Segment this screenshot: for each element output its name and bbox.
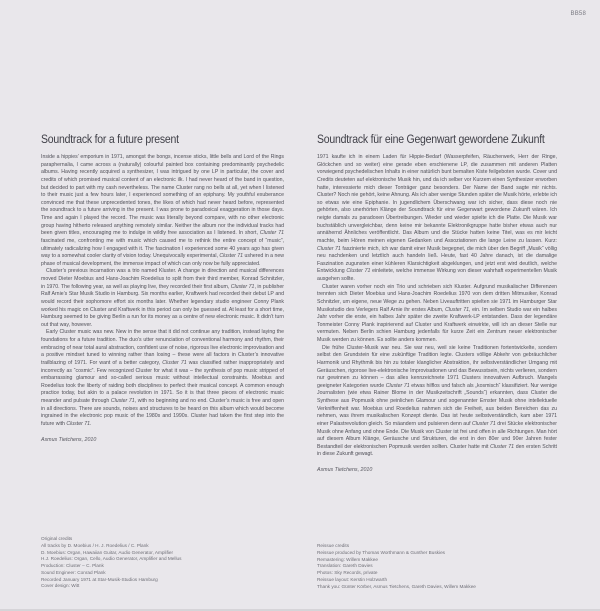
german-author: Asmus Tietchens, 2010 bbox=[317, 467, 373, 473]
credit-line: H.J. Roedelius: Organ, Cello, Audio Generator, Amplifier and Mellus bbox=[41, 556, 182, 562]
text-segment: fascinated me, confronting me with music which caused me to rethink the entire concept of “music”, ultimately radicalizing how I engaged with it. The fascination I experienced some 40 years ago has given way to a somewhat cooler clarity of vision today. Unequivocally experimental, bbox=[41, 237, 284, 260]
english-paragraph bbox=[41, 154, 284, 268]
album-title-italic: Cluster 71 bbox=[230, 283, 255, 290]
text-segment: Cluster’s previous incarnation was a trio named Kluster. A change in direction and musical differences moved Dieter Moebius and Hans-Joachim Roedelius to split from their third member, Konrad Schnitzler, in 1970. The following year, as well as playing live, they recorded their first album, bbox=[41, 268, 284, 290]
text-segment: Cluster waren vorher noch ein Trio und schrieben sich Kluster. Aufgrund musikalischer Differenzen trennten sich Dieter Moebius und Hans-Joachim Roedelius 1970 von dem dritten Mitmusiker, Konrad Schnitzler, um eigene, neue Wege zu gehen. Neben Liveauftritten spielten sie 1971 im Hamburger Star Musikstudio des Verlegers Ralf Arnie ihr erstes Album, bbox=[317, 283, 557, 313]
credit-line: Thank you: Günter Körber, Asmus Tietchens, Gareth Davies, Willem Makkee bbox=[317, 583, 476, 589]
text-segment: 1971 kaufte ich in einem Laden für Hippie-Bedarf (Wasserpfeifen, Räucherwerk, Herr der Ringe, Glöckchen und so weiter) eine gerade eben erschienene LP, die zusammen mit anderen Platten vorwiegend psychedelischen Inhalts in einer natürlich bunt bemalten Kiste feilgeboten wurde. Cover und Credits deuteten auf elektronische Musik hin, und da ich selber vor Kurzem einen Synthesizer erworben hatte, interessierte mich dieser Tonträger ganz besonders. Der Name der Band sagte mir nichts. Cluster? Noch nie gehört, keine Ahnung. Als ich aber wenige Stunden später die Musik hörte, erlebte ich so etwas wie eine Epiphanie. In jugendlichem Überschwang war ich sicher, dass diese noch nie gehörten, also unerhörten Klänge der Soundtrack für eine Gegenwart gewordene Zukunft wären. Ich neigte damals zu paradoxen Übertreibungen. Wieder und wieder spielte ich die Platte. Die Musik war buchstäblich unvergleichbar, denn keine mir bekannte Elektronikgruppe hatte bisher etwas auch nur annähernd Ähnliches veröffentlicht. Das Album und die Stücke hatten keine Titel, was es mir leicht machte, beim Hören meinen eigenen Gedanken und Assoziationen die lange Leine zu lassen. Kurz: bbox=[317, 154, 557, 244]
text-segment: drei Stücke elektronischer Musik ohne Anfang und ohne Ende. Die Musik von Cluster ist frei und offen in alle Richtungen. Man hört auf diesem Album Klänge, Geräusche und Strukturen, die erst in den 80er und 90er Jahren fester Bestandteil der elektronischen Popmusik werden sollten. Cluster hatte mit bbox=[317, 420, 557, 450]
english-paragraph bbox=[41, 329, 284, 428]
album-title-italic: Cluster 71 bbox=[445, 306, 469, 313]
german-paragraph bbox=[317, 284, 557, 345]
credit-line: Reissue produced by Thomas Worthmann & Gunther Buskies bbox=[317, 549, 446, 555]
page-code: BB58 bbox=[570, 11, 586, 17]
album-title-italic: Cluster 71 bbox=[317, 245, 341, 252]
german-heading: Soundtrack für eine Gegenwart gewordene Zukunft bbox=[317, 132, 545, 146]
text-segment: ushered in a new phase of musical development, the immense impact of which can only now be fully appreciated. bbox=[41, 253, 284, 267]
album-title-italic: Cluster 71 bbox=[66, 420, 91, 427]
german-paragraph bbox=[317, 345, 557, 459]
english-author: Asmus Tietchens, 2010 bbox=[41, 436, 97, 443]
text-segment: , in publisher Ralf Arnie’s Star Musik Studio in Hamburg. Six months earlier, Kraftwerk had recorded their debut LP and would record their sophomore effort six months later. Whether legendary studio engineer Conny Plank worked his magic on Cluster and Kraftwerk in this period can only be guessed at. At least for a short time, Hamburg seemed to be giving Berlin a run for its money as a centre of new electronic music. It didn’t turn out that way, however. bbox=[41, 283, 284, 328]
credit-line: Recorded January 1971 at Star-Musik-Studios Hamburg bbox=[41, 576, 158, 582]
credit-line: Reissue credits bbox=[317, 543, 350, 548]
text-segment: Inside a hippies’ emporium in 1971, amongst the bongs, incense sticks, little bells and Lord of the Rings paraphernalia, I came across a (naturally) colourful painted box containing predominantly psychedelic albums. Having recently acquired a synthesizer, I was intrigued by one LP in particular, the cover and credits of which promised musical content of an electronic ilk. I had never heard of the band in question, but decided to part with my cash nevertheless. The name Cluster rang no bells at all, yet when I listened to their music just a few hours later, I experienced something of an epiphany. My youthful exuberance convinced me that these unprecedented tones, the likes of which had never heard before, represented the soundtrack to a future arriving in the present. I was prone to paradoxical exaggeration in those days. Time and again I played the record. The music was literally beyond compare, with no other electronic group having hitherto released anything remotely similar. Neither the album nor the individual tracks had been given titles, encouraging me to indulge in wildly free association as I listened. In short, bbox=[41, 154, 284, 237]
credit-line: Original credits bbox=[41, 536, 73, 541]
reissue-credits bbox=[317, 543, 476, 590]
original-credits bbox=[41, 536, 181, 590]
english-paragraph bbox=[41, 268, 284, 329]
german-body bbox=[317, 154, 557, 459]
text-segment: , ein. Im selben Studio war ein halbes Jahr vorher die erste, ein halbes Jahr später die zweite Kraftwerk-LP entstanden. Dass der legendäre Tonmeister Conny Plank inspirierend auf Cluster und Kraftwerk einwirkte, will ich an dieser Stelle nur vermuten. Neben Berlin schien Hamburg jedenfalls für kurze Zeit ein Zentrum neuer elektronischer Musik werden zu können. Es sollte anders kommen. bbox=[317, 306, 557, 343]
german-column bbox=[317, 132, 557, 473]
text-segment: Early Cluster music was new. New in the sense that it did not continue any tradition, instead laying the foundations for a future tradition. The duo’s utter renunciation of conventional harmony and rhythm, their embracing of near total aural abstraction, confident use of noise, rigorous live electronic improvisation and a positive mindset tuned to winning rather than losing – these were all factors in Cluster’s innovative trailblazing of 1971. For want of a better category, bbox=[41, 329, 284, 366]
text-segment: den ersten Schritt in diese Zukunft gewagt. bbox=[317, 443, 557, 458]
credit-line: Production: Cluster – C. Plank bbox=[41, 563, 104, 568]
text-segment: faszinierte mich, ich war damit einer Musik begegnet, die mich über den Begriff „Musik“ völlig neu nachdenken und letztlich auch handeln ließ. Heute, fast 40 Jahre danach, ist die damalige Faszination zugunsten einer kühleren Klarsichtigkeit abgeklungen, und jetzt erst wird deutlich, welche Entwicklung bbox=[317, 245, 558, 275]
credit-line: Reissue layout: Kerstin Holzwarth bbox=[317, 576, 388, 582]
album-title-italic: Cluster 71 bbox=[385, 382, 410, 389]
album-title-italic: Cluster 71 bbox=[259, 230, 284, 237]
credit-line: Remastering: Willem Makkee bbox=[317, 556, 378, 562]
credit-line: Translation: Gareth Davies bbox=[317, 563, 373, 569]
album-title-italic: Cluster 71 bbox=[472, 420, 496, 427]
credit-line: Sound Engineer: Conrad Plank bbox=[41, 569, 106, 575]
english-column bbox=[41, 132, 284, 443]
text-segment: , with no beginning and no end. Cluster’s music is free and open in all directions. There are sounds, noises and structures to be heard on this album which would become ingrained in the electronic pop music of the 1980s and 1990s. Cluster had taken the first step into the future with bbox=[41, 398, 284, 427]
text-segment: was classified rather inappropriately and incorrectly as “cosmic”. Few recognized Cluster for what it was – the synthesis of pop music stripped of embarrassing glamour and so-called serious music without intellectual constraints. Moebius and Roedelius took the liberty of raiding both disciplines to perfect their musical concept. A common enough practice today, but akin to a palace revolution in 1971. So it is that three pieces of electronic music meander and pulsate through bbox=[41, 359, 284, 404]
album-title-italic: Cluster 71 bbox=[490, 443, 515, 450]
credit-line: All tracks by D. Moebius / H. J. Roedelius / C. Plank bbox=[41, 542, 149, 548]
text-segment: Die frühe Cluster-Musik war neu. Sie war neu, weil sie keine Traditionen fortentwickelte, sondern selbst den Grundstein für eine zukünftige Tradition legte. Clusters völlige Abkehr von gebräuchlicher Harmonik und Rhythmik bis hin zu totaler klanglicher Abstraktion, ihr selbstverständlicher Umgang mit Geräuschen, rigorose live-elektronische Improvisationen und das Bewusstsein, nichts verlieren, sondern nur gewinnen zu können – das alles kennzeichnete 1971 Clusters innovativen Aufbruch. Mangels geeigneter Kategorien wurde bbox=[317, 344, 557, 389]
german-paragraph bbox=[317, 154, 557, 284]
text-segment: einleitete, welche immense Wirkung von dieser wahrhaft experimentellen Musik ausgehen sollte. bbox=[317, 268, 557, 282]
credit-line: Photos: Sky Records, private bbox=[317, 570, 378, 575]
text-segment: etwas hilflos und falsch als „kosmisch“ klassifiziert. Nur wenige Journalisten (wie etwa Rainer Blome in der Musikzeitschrift „Sounds“) erkannten, dass Cluster die Synthese aus Popmusik ohne peinlichen Glamour und sogenannter Ernster Musik ohne intellektuelle Verkniffenheit war. Moebius und Roedelius nahmen sich die Freiheit, aus beiden Bereichen das zu nehmen, was ihrem musikalischen Konzept diente. Das ist heute selbstverständlich, kam aber 1971 einer Palastrevolution gleich. So mäandern und pulsieren denn auf bbox=[317, 382, 557, 427]
credit-line: D. Moebius: Organ, Hawaiian Guitar, Audio Generator, Amplifier bbox=[41, 549, 174, 555]
credit-line: Cover design: Witt bbox=[41, 583, 80, 589]
album-title-italic: Cluster 71 bbox=[219, 253, 244, 260]
text-segment: . bbox=[90, 420, 92, 427]
album-title-italic: Cluster 71 bbox=[110, 398, 135, 404]
album-title-italic: Cluster 71 bbox=[162, 359, 187, 366]
english-body bbox=[41, 154, 284, 429]
album-title-italic: Cluster 71 bbox=[346, 268, 371, 275]
english-heading: Soundtrack for a future present bbox=[41, 132, 179, 146]
